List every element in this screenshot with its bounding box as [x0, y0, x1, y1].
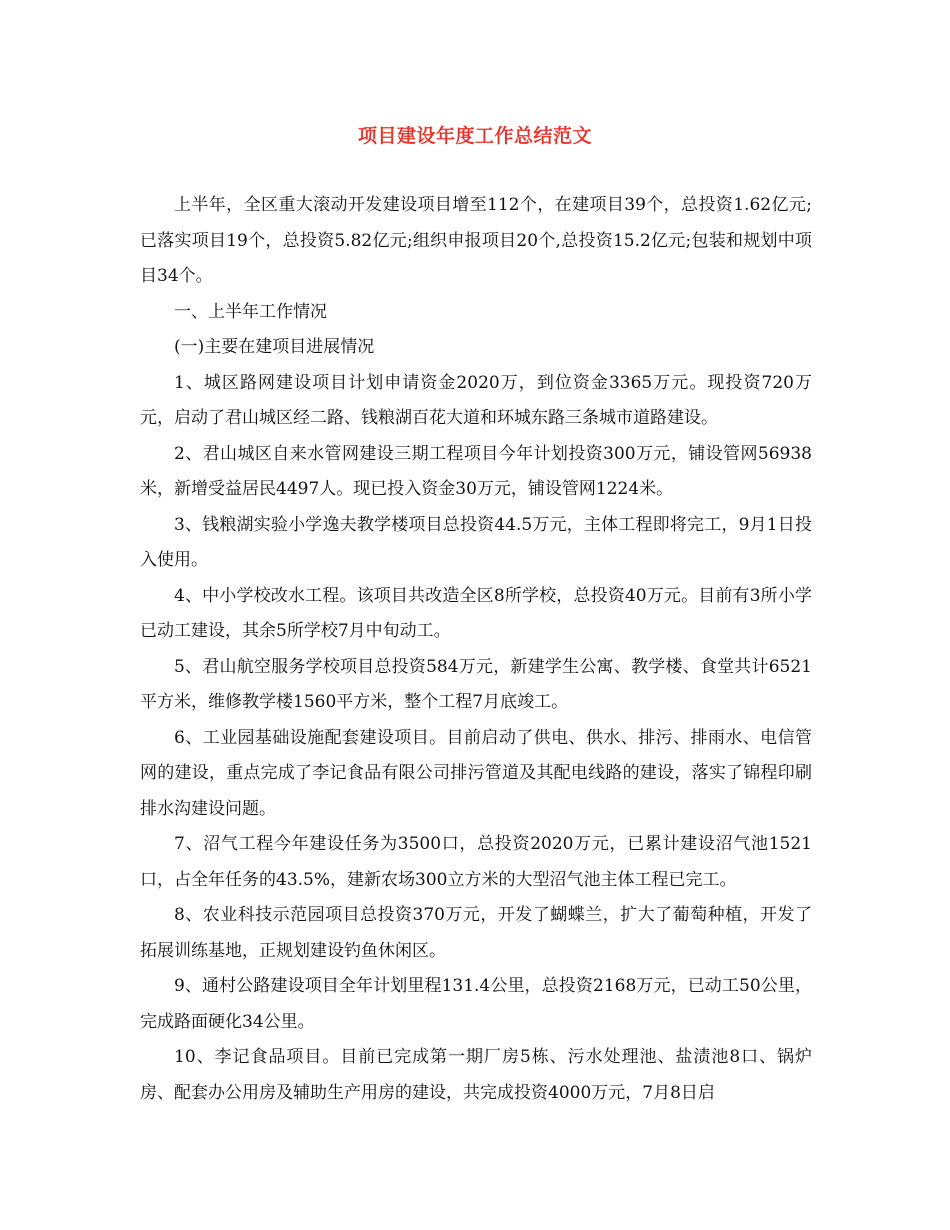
document-body — [140, 188, 812, 1111]
list-item: 6、工业园基础设施配套建设项目。目前启动了供电、供水、排污、排雨水、电信管网的建设，重点完成了李记食品有限公司排污管道及其配电线路的建设，落实了锦程印刷排水沟建设问题。 — [140, 727, 812, 819]
list-item: 5、君山航空服务学校项目总投资584万元，新建学生公寓、教学楼、食堂共计6521平方米，维修教学楼1560平方米，整个工程7月底竣工。 — [140, 656, 812, 712]
subsection-heading: (一)主要在建项目进展情况 — [174, 337, 375, 357]
list-item: 4、中小学校改水工程。该项目共改造全区8所学校，总投资40万元。目前有3所小学已动工建设，其余5所学校7月中旬动工。 — [140, 585, 812, 641]
list-item: 3、钱粮湖实验小学逸夫教学楼项目总投资44.5万元，主体工程即将完工，9月1日投入使用。 — [140, 514, 812, 570]
list-item: 2、君山城区自来水管网建设三期工程项目今年计划投资300万元，铺设管网56938米，新增受益居民4497人。现已投入资金30万元，铺设管网1224米。 — [140, 443, 812, 499]
list-item: 1、城区路网建设项目计划申请资金2020万，到位资金3365万元。现投资720万元，启动了君山城区经二路、钱粮湖百花大道和环城东路三条城市道路建设。 — [140, 372, 812, 428]
document-title: 项目建设年度工作总结范文 — [357, 125, 592, 147]
list-item: 7、沼气工程今年建设任务为3500口，总投资2020万元，已累计建设沼气池1521口，占全年任务的43.5%，建新农场300立方米的大型沼气池主体工程已完工。 — [140, 834, 812, 890]
list-item: 10、李记食品项目。目前已完成第一期厂房5栋、污水处理池、盐渍池8口、锅炉房、配套办公用房及辅助生产用房的建设，共完成投资4000万元，7月8日启 — [140, 1047, 812, 1103]
section-heading: 一、上半年工作情况 — [174, 301, 327, 322]
list-item: 9、通村公路建设项目全年计划里程131.4公里，总投资2168万元，已动工50公里，完成路面硬化34公里。 — [140, 976, 812, 1032]
list-item: 8、农业科技示范园项目总投资370万元，开发了蝴蝶兰，扩大了葡萄种植，开发了拓展训练基地，正规划建设钓鱼休闲区。 — [140, 905, 812, 961]
paragraph-summary: 上半年，全区重大滚动开发建设项目增至112个，在建项目39个，总投资1.62亿元;已落实项目19个，总投资5.82亿元;组织申报项目20个,总投资15.2亿元;包装和规划中项目34个。 — [140, 195, 812, 286]
